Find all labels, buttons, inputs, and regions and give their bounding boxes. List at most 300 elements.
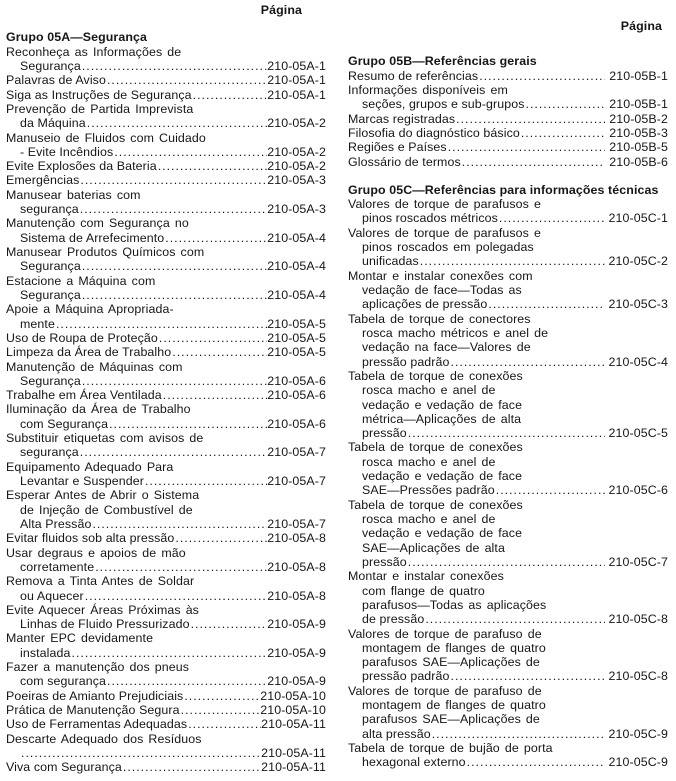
toc-entry — [6, 131, 326, 160]
toc-entry-title: Palavras de Aviso — [6, 73, 106, 88]
toc-entry — [6, 88, 326, 102]
toc-entry — [348, 197, 668, 226]
toc-entry-line: vedação na face—Valores de — [362, 340, 531, 355]
toc-entry-row — [6, 73, 326, 87]
page-number: 210-05A-8 — [267, 588, 326, 603]
toc-entry-title: Sistema de Arrefecimento — [20, 230, 165, 245]
dot-leader — [450, 669, 605, 683]
toc-entry-line: Evite Aquecer Áreas Próximas às — [6, 602, 199, 617]
toc-entry-row — [6, 589, 326, 603]
toc-entry-line: Informações disponíveis em — [348, 82, 508, 97]
dot-leader — [171, 345, 267, 359]
toc-entry-line: Valores de torque de parafusos e — [348, 225, 542, 240]
page-number: 210-05A-8 — [267, 559, 326, 574]
dot-leader — [525, 97, 606, 111]
toc-entry — [6, 102, 326, 131]
toc-entry-row — [348, 211, 668, 225]
toc-entry — [348, 498, 668, 570]
dot-leader — [108, 417, 267, 431]
toc-entry — [348, 269, 668, 312]
toc-entry-row — [6, 345, 326, 359]
toc-section — [348, 183, 668, 770]
toc-entry-line: Manutenção com Segurança no — [6, 216, 189, 231]
toc-entry-title: corretamente — [20, 559, 95, 574]
toc-entry-row — [6, 646, 326, 660]
page-number: 210-05A-9 — [267, 617, 326, 632]
dot-leader — [190, 617, 268, 631]
toc-entry-row — [6, 259, 326, 273]
toc-entry-row — [348, 140, 668, 154]
toc-entry-row — [348, 126, 668, 140]
toc-entry — [6, 388, 326, 402]
toc-entry — [6, 274, 326, 303]
toc-entry-title: Prática de Manutenção Segura — [6, 703, 180, 717]
toc-entry-title: Linhas de Fluido Pressurizado — [20, 617, 190, 632]
toc-entry-line: Descarte Adequado dos Resíduos — [6, 731, 202, 746]
page-number: 210-05A-5 — [267, 345, 326, 360]
toc-entry-row — [348, 483, 668, 497]
dot-leader — [157, 159, 268, 173]
toc-entry-line: Tabela de torque de conexões — [348, 368, 523, 383]
dot-leader — [478, 69, 605, 83]
toc-entry — [348, 684, 668, 741]
toc-entry-line: parafusos—Todas as aplicações — [362, 597, 547, 612]
toc-entry-line: vedação de face—Todas as — [362, 283, 522, 297]
toc-entry-title: pressão — [362, 426, 407, 441]
toc-entry — [6, 703, 326, 717]
page-number: 210-05A-11 — [261, 717, 326, 732]
toc-entry — [6, 574, 326, 603]
page-number: 210-05A-4 — [267, 259, 326, 274]
toc-entry-line: Valores de torque de parafusos e — [348, 197, 542, 212]
toc-entry-title: com segurança — [20, 674, 107, 689]
dot-leader — [487, 297, 604, 311]
toc-entry — [6, 73, 326, 87]
toc-entry-line: Iluminação da Área de Trabalho — [6, 402, 191, 417]
toc-entry-row — [348, 112, 668, 126]
page-number: 210-05A-1 — [267, 73, 326, 88]
page-number: 210-05C-9 — [608, 726, 668, 741]
toc-entry-line: Prevenção de Partida Imprevista — [6, 101, 194, 116]
page-number: 210-05C-5 — [608, 426, 668, 441]
page-number: 210-05B-1 — [609, 97, 668, 112]
dot-leader — [79, 202, 267, 216]
toc-entry-title: Uso de Ferramentas Adequadas — [6, 717, 188, 732]
toc-entry-title: Segurança — [20, 58, 81, 73]
dot-leader — [164, 231, 267, 245]
toc-entry — [348, 140, 668, 154]
toc-entry — [6, 360, 326, 389]
toc-column-body — [348, 54, 668, 769]
toc-entry-line: Montar e instalar conexões — [348, 569, 504, 584]
toc-entry-row — [6, 445, 326, 459]
dot-leader — [158, 331, 267, 345]
toc-section — [6, 30, 326, 774]
page-number: 210-05A-9 — [267, 645, 326, 660]
toc-entry-line: de Injeção de Combustível de — [20, 502, 193, 517]
toc-entry — [6, 717, 326, 731]
toc-entry — [348, 440, 668, 497]
page-number: 210-05B-5 — [609, 140, 668, 155]
toc-entry-title: pressão — [362, 554, 407, 569]
toc-entry-line: Manutenção de Máquinas com — [6, 359, 183, 374]
toc-column-body — [6, 30, 326, 774]
toc-entry — [6, 460, 326, 489]
toc-entry-row — [6, 116, 326, 130]
toc-entry-line: Tabela de torque de conexões — [348, 440, 523, 455]
dot-leader — [81, 59, 267, 73]
toc-entry-row — [6, 717, 326, 731]
toc-entry-row — [6, 417, 326, 431]
toc-entry-row — [6, 88, 326, 102]
toc-entry-title: Siga as Instruções de Segurança — [6, 87, 192, 102]
toc-entry-line: Equipamento Adequado Para — [6, 459, 174, 474]
toc-entry-line: rosca macho e anel de — [362, 383, 496, 398]
page-number: 210-05C-7 — [608, 554, 668, 569]
page-number: 210-05A-1 — [267, 87, 326, 102]
toc-entry-line: Fazer a manutenção dos pneus — [6, 660, 190, 675]
dot-leader — [94, 560, 267, 574]
dot-leader — [106, 73, 267, 87]
page-number: 210-05A-7 — [267, 474, 326, 488]
dot-leader — [79, 173, 267, 187]
dot-leader — [81, 288, 267, 302]
dot-leader — [520, 126, 605, 140]
page-number: 210-05A-6 — [267, 373, 326, 388]
toc-entry-title: ou Aquecer — [20, 588, 84, 603]
toc-entry — [348, 627, 668, 684]
page-number: 210-05A-7 — [267, 445, 326, 460]
page-number: 210-05A-7 — [267, 516, 326, 531]
toc-entry-line: Tabela de torque de bujão de porta — [348, 741, 553, 755]
page-number: 210-05A-11 — [261, 760, 326, 775]
toc-entry-title: Resumo de referências — [348, 68, 479, 83]
dot-leader — [79, 445, 267, 459]
toc-entry-title: Filosofia do diagnóstico básico — [348, 125, 520, 140]
toc-entry-row — [348, 97, 668, 111]
dot-leader — [81, 259, 267, 273]
toc-entry-line: Remova a Tinta Antes de Soldar — [6, 574, 195, 589]
toc-entry-row — [6, 674, 326, 688]
toc-entry-line: métrica—Aplicações de alta — [362, 411, 522, 426]
dot-leader — [183, 689, 260, 703]
toc-entry — [6, 603, 326, 632]
page-number: 210-05A-1 — [267, 58, 326, 73]
toc-entry-line: com flange de quatro — [362, 583, 485, 598]
toc-entry-row — [348, 555, 668, 569]
toc-entry-row — [348, 755, 668, 769]
dot-leader — [495, 483, 605, 497]
toc-entry-line: pinos roscados em polegadas — [362, 240, 534, 255]
toc-entry — [6, 173, 326, 187]
toc-entry — [6, 402, 326, 431]
toc-entry-row — [6, 331, 326, 345]
toc-entry-title: Glossário de termos — [348, 154, 461, 169]
toc-entry-title: mente — [20, 316, 55, 331]
toc-entry-line: rosca macho e anel de — [362, 454, 496, 469]
toc-entry-line: Estacione a Máquina com — [6, 273, 156, 288]
dot-leader — [466, 755, 605, 769]
toc-entry — [348, 741, 668, 770]
toc-entry-row — [348, 669, 668, 683]
dot-leader — [498, 211, 605, 225]
toc-entry-line: Valores de torque de parafuso de — [348, 683, 542, 698]
toc-entry — [348, 369, 668, 441]
toc-entry — [6, 216, 326, 245]
dot-leader — [86, 116, 267, 130]
toc-entry-row — [348, 254, 668, 268]
toc-entry-row — [6, 59, 326, 73]
group-heading: Grupo 05B—Referências gerais — [348, 54, 537, 69]
toc-entry-line: Apoie a Máquina Apropriada- — [6, 302, 174, 317]
toc-entry-title: com Segurança — [20, 416, 109, 431]
toc-entry-title: Viva com Segurança — [6, 760, 122, 775]
dot-leader — [180, 703, 261, 717]
dot-leader — [424, 612, 604, 626]
group-heading: Grupo 05A—Segurança — [6, 30, 147, 45]
toc-entry-title: Alta Pressão — [20, 516, 92, 531]
toc-entry — [348, 312, 668, 369]
toc-entry — [348, 69, 668, 83]
toc-entry-title: aplicações de pressão — [362, 297, 488, 312]
toc-entry-title: SAE—Pressões padrão — [362, 483, 495, 498]
toc-entry-line: Tabela de torque de conexões — [348, 497, 523, 512]
toc-entry-title: pinos roscados métricos — [362, 211, 498, 226]
page-number: 210-05C-1 — [608, 211, 668, 226]
toc-entry-line: Tabela de torque de conectores — [348, 311, 531, 326]
toc-entry-row — [6, 388, 326, 402]
toc-entry-row — [6, 531, 326, 545]
page-number: 210-05A-2 — [267, 144, 326, 159]
toc-entry — [348, 126, 668, 140]
dot-leader — [81, 374, 267, 388]
toc-entry — [348, 569, 668, 626]
toc-entry-line: Manusear Produtos Químicos com — [6, 245, 205, 259]
toc-entry — [6, 188, 326, 217]
toc-entry-line: vedação e vedação de face — [362, 526, 523, 541]
toc-entry — [6, 660, 326, 689]
toc-entry-title: Regiões e Países — [348, 140, 447, 155]
toc-entry-row — [6, 760, 326, 774]
toc-entry-title: instalada — [20, 645, 71, 660]
page-number: 210-05B-1 — [609, 68, 668, 83]
page-column-header: Página — [260, 3, 302, 17]
toc-entry-title: Poeiras de Amianto Prejudiciais — [6, 688, 184, 703]
dot-leader — [407, 426, 605, 440]
page-number: 210-05A-8 — [267, 531, 326, 546]
dot-leader — [91, 517, 267, 531]
dot-leader — [450, 355, 605, 369]
toc-entry-title: Segurança — [20, 373, 81, 388]
toc-entry-title: hexagonal externo — [362, 755, 466, 770]
toc-entry-line: Reconheça as Informações de — [6, 44, 182, 59]
toc-entry-row — [348, 155, 668, 169]
page-number: 210-05A-6 — [267, 416, 326, 431]
toc-entry — [6, 159, 326, 173]
page-number: 210-05A-3 — [267, 202, 326, 217]
toc-entry-line: montagem de flanges de quatro — [362, 698, 546, 713]
page-number: 210-05A-6 — [267, 388, 326, 403]
toc-entry-row — [348, 297, 668, 311]
page-number: 210-05B-2 — [609, 111, 668, 126]
page-number: 210-05A-3 — [267, 173, 326, 188]
toc-entry-line: Montar e instalar conexões com — [348, 268, 533, 283]
toc-entry-row — [348, 69, 668, 83]
toc-entry-title: Emergências — [6, 173, 80, 188]
toc-entry-title: Marcas registradas — [348, 111, 456, 126]
toc-entry-row — [6, 288, 326, 302]
dot-leader — [20, 746, 261, 760]
toc-entry-title: Evitar fluidos sob alta pressão — [6, 531, 175, 546]
toc-entry-title: pressão padrão — [362, 669, 450, 684]
toc-entry-title: unificadas — [362, 254, 419, 269]
toc-entry — [6, 302, 326, 331]
toc-entry-line: montagem de flanges de quatro — [362, 640, 546, 655]
group-heading: Grupo 05C—Referências para informações técnicas — [348, 182, 659, 197]
toc-entry — [348, 226, 668, 269]
page-number: 210-05C-4 — [608, 354, 668, 369]
toc-entry — [6, 488, 326, 531]
toc-entry-line: vedação e vedação de face — [362, 469, 523, 484]
toc-entry-row — [6, 689, 326, 703]
dot-leader — [192, 88, 268, 102]
page-column-header: Página — [620, 19, 662, 33]
toc-entry-row — [6, 374, 326, 388]
toc-entry-line: Manusear baterias com — [6, 187, 141, 202]
toc-entry-title: da Máquina — [20, 116, 86, 131]
toc-entry — [348, 112, 668, 126]
toc-entry-line: Manuseio de Fluidos com Cuidado — [6, 130, 206, 145]
dot-leader — [187, 717, 261, 731]
toc-entry-row — [348, 727, 668, 741]
dot-leader — [71, 646, 268, 660]
toc-entry — [6, 631, 326, 660]
toc-entry-title: - Evite Incêndios — [20, 144, 114, 159]
toc-entry — [6, 245, 326, 274]
toc-entry-title: Segurança — [20, 259, 81, 274]
dot-leader — [407, 555, 605, 569]
toc-entry-row — [6, 517, 326, 531]
toc-entry-line: Manter EPC devidamente — [6, 631, 154, 646]
toc-entry-row — [6, 173, 326, 187]
dot-leader — [162, 388, 267, 402]
toc-entry-title: pressão padrão — [362, 354, 450, 369]
page-number: 210-05A-9 — [267, 674, 326, 689]
toc-entry-title: Evite Explosões da Bateria — [6, 159, 157, 174]
dot-leader — [84, 589, 268, 603]
toc-entry-row — [6, 231, 326, 245]
dot-leader — [455, 112, 605, 126]
page-number: 210-05C-6 — [608, 483, 668, 498]
toc-entry-row — [6, 202, 326, 216]
toc-entry-line: Substituir etiquetas com avisos de — [6, 431, 204, 446]
toc-entry — [6, 531, 326, 545]
page-number: 210-05A-10 — [260, 688, 326, 703]
toc-entry-row — [6, 746, 326, 760]
dot-leader — [55, 317, 267, 331]
toc-entry — [6, 546, 326, 575]
page-number: 210-05C-8 — [608, 669, 668, 684]
toc-entry-row — [6, 317, 326, 331]
toc-entry-line: parafusos SAE—Aplicações de — [362, 655, 540, 670]
toc-entry-line: Valores de torque de parafuso de — [348, 626, 542, 641]
toc-entry-title: segurança — [20, 202, 79, 217]
toc-entry-row — [348, 426, 668, 440]
toc-column-right — [348, 3, 668, 781]
toc-entry-line: Esperar Antes de Abrir o Sistema — [6, 488, 200, 503]
toc-entry — [6, 431, 326, 460]
dot-leader — [431, 727, 605, 741]
toc-entry-line: rosca macho e anel de — [362, 512, 496, 526]
toc-entry-line: rosca macho métricos e anel de — [362, 325, 549, 340]
page-number: 210-05A-4 — [267, 287, 326, 302]
page-number: 210-05B-6 — [609, 154, 668, 169]
page-number: 210-05C-9 — [608, 755, 668, 770]
dot-leader — [461, 155, 605, 169]
page-number: 210-05A-10 — [260, 703, 326, 717]
page-number: 210-05A-2 — [267, 159, 326, 174]
dot-leader — [113, 145, 267, 159]
toc-entry-line: parafusos SAE—Aplicações de — [362, 712, 540, 727]
toc-entry-line: vedação e vedação de face — [362, 397, 523, 412]
toc-entry-title: seções, grupos e sub-grupos — [362, 97, 525, 112]
toc-column-left — [6, 3, 326, 781]
toc-entry-line: SAE—Aplicações de alta — [362, 540, 505, 555]
dot-leader — [174, 531, 267, 545]
page-number: 210-05B-3 — [609, 125, 668, 140]
dot-leader — [106, 674, 267, 688]
toc-entry-line: Usar degraus e apoios de mão — [6, 545, 186, 560]
toc-entry-row — [6, 703, 326, 717]
toc-entry-row — [6, 159, 326, 173]
page-number: 210-05C-8 — [608, 612, 668, 627]
toc-entry — [6, 345, 326, 359]
dot-leader — [122, 760, 261, 774]
toc-entry-row — [6, 560, 326, 574]
toc-entry-row — [6, 617, 326, 631]
toc-entry — [6, 45, 326, 74]
page-number: 210-05A-5 — [267, 316, 326, 331]
dot-leader — [447, 140, 606, 154]
dot-leader — [419, 254, 605, 268]
page-number: 210-05A-5 — [267, 330, 326, 345]
toc-entry-row — [348, 612, 668, 626]
toc-entry-row — [6, 474, 326, 488]
page-number: 210-05A-2 — [267, 116, 326, 131]
toc-entry-row — [6, 145, 326, 159]
toc-entry-title: Levantar e Suspender — [20, 474, 144, 488]
page-number: 210-05C-3 — [608, 297, 668, 312]
toc-entry — [6, 331, 326, 345]
toc-entry-title: de pressão — [362, 612, 425, 627]
toc-entry-title: Trabalhe em Área Ventilada — [6, 388, 162, 403]
page-number: 210-05A-11 — [261, 745, 326, 760]
toc-entry-title: Segurança — [20, 287, 81, 302]
toc-entry-title: Limpeza da Área de Trabalho — [6, 345, 172, 360]
toc-entry-title: Uso de Roupa de Proteção — [6, 330, 158, 345]
toc-entry — [348, 83, 668, 112]
toc-entry — [348, 155, 668, 169]
toc-entry-title: segurança — [20, 445, 79, 460]
toc-entry-title: alta pressão — [362, 726, 431, 741]
toc-entry — [6, 732, 326, 761]
toc-entry — [6, 760, 326, 774]
page-number: 210-05C-2 — [608, 254, 668, 269]
toc-section — [348, 54, 668, 169]
toc-entry — [6, 689, 326, 703]
page-number: 210-05A-4 — [267, 230, 326, 245]
dot-leader — [144, 474, 267, 488]
